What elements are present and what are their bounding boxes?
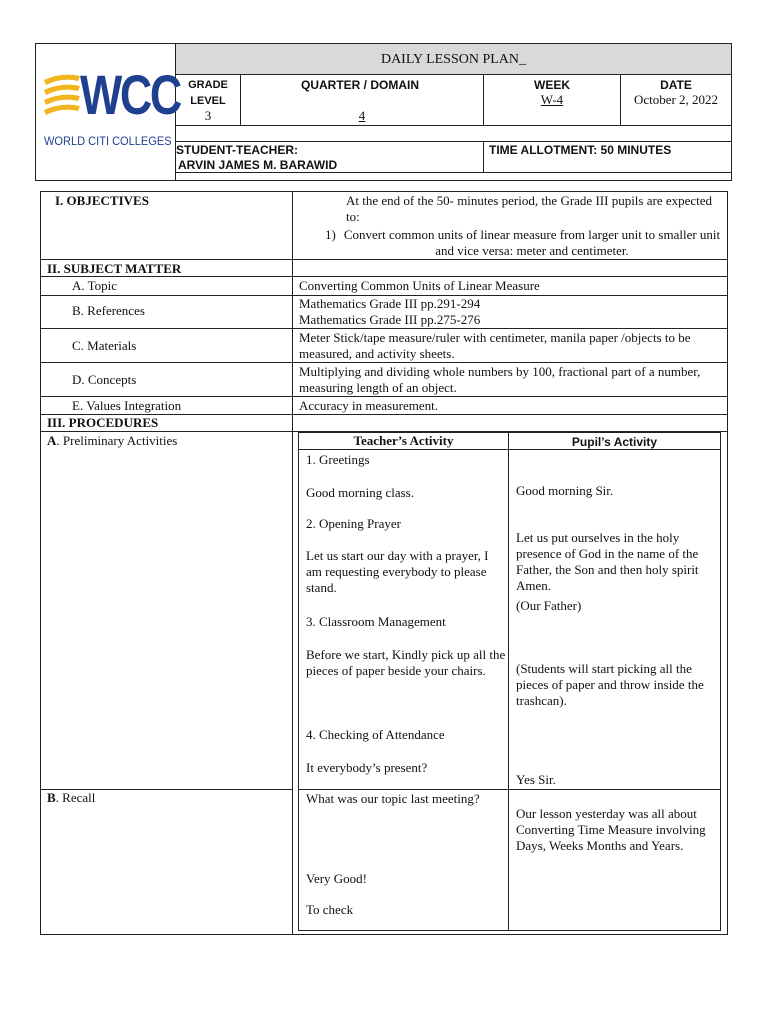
quarter-value: 4 (358, 108, 366, 123)
recall-label: B. Recall (47, 790, 96, 805)
procedures-label: III. PROCEDURES (47, 415, 159, 430)
topic-label: A. Topic (72, 278, 118, 293)
management-text: Before we start, Kindly pick up all the pieces of paper beside your chairs. (306, 647, 506, 678)
logo-abbrev: WCC (80, 63, 180, 126)
student-teacher-label: STUDENT-TEACHER: (176, 143, 298, 157)
prayer-reply: Let us put ourselves in the holy presence of God in the name of the Father, the Son and then holy spirit Amen. (516, 530, 699, 593)
prayer-note: (Our Father) (516, 598, 582, 613)
greeting-reply: Good morning Sir. (516, 483, 614, 498)
pupil-activity-header: Pupil’s Activity (571, 435, 658, 449)
student-teacher-name: ARVIN JAMES M. BARAWID (178, 158, 338, 172)
values-integration-value: Accuracy in measurement. (299, 398, 438, 413)
recall-question: What was our topic last meeting? (306, 791, 480, 806)
attendance-title: 4. Checking of Attendance (306, 727, 445, 742)
objectives-item: Convert common units of linear measure from larger unit to smaller unit and vice versa: meter and centimeter. (343, 227, 721, 258)
materials-value: Meter Stick/tape measure/ruler with centimeter, manila paper /objects to be measured, and activity sheets. (299, 330, 691, 361)
time-allotment: TIME ALLOTMENT: 50 MINUTES (489, 143, 672, 157)
grade-level-label: GRADE LEVEL (188, 79, 228, 107)
objectives-intro: At the end of the 50- minutes period, the Grade III pupils are expected to: (346, 193, 713, 224)
attendance-text: It everybody’s present? (306, 760, 428, 775)
values-integration-label: E. Values Integration (72, 398, 182, 413)
greetings-title: 1. Greetings (306, 452, 370, 467)
preliminary-label: A. Preliminary Activities (47, 433, 178, 448)
recall-praise: Very Good! (306, 871, 368, 886)
date-label: DATE (660, 78, 692, 92)
objectives-label: I. OBJECTIVES (55, 193, 149, 208)
references-value-2: Mathematics Grade III pp.275-276 (299, 312, 481, 327)
week-label: WEEK (534, 78, 570, 92)
teacher-activity-header: Teacher’s Activity (353, 433, 454, 448)
prayer-title: 2. Opening Prayer (306, 516, 401, 531)
recall-answer: Our lesson yesterday was all about Converting Time Measure involving Days, Weeks Months and Years. (516, 806, 706, 853)
materials-label: C. Materials (72, 338, 137, 353)
management-title: 3. Classroom Management (306, 614, 446, 629)
concepts-value: Multiplying and dividing whole numbers by 100, fractional part of a number, measuring length of an object. (299, 364, 701, 395)
attendance-reply: Yes Sir. (516, 772, 556, 787)
concepts-label: D. Concepts (72, 372, 137, 387)
objectives-item-number: 1) (325, 227, 336, 242)
prayer-text: Let us start our day with a prayer, I am requesting everybody to please stand. (306, 548, 489, 595)
logo-wings-icon (42, 72, 82, 122)
subject-matter-label: II. SUBJECT MATTER (47, 261, 182, 276)
page-title: DAILY LESSON PLAN_ (380, 52, 527, 67)
grade-level-value: 3 (204, 108, 212, 123)
references-label: B. References (72, 303, 145, 318)
references-value-1: Mathematics Grade III pp.291-294 (299, 296, 481, 311)
greetings-text: Good morning class. (306, 485, 414, 500)
topic-value: Converting Common Units of Linear Measure (299, 278, 540, 293)
management-reply: (Students will start picking all the pieces of paper and throw inside the trashcan). (516, 661, 704, 708)
week-value: W-4 (540, 92, 564, 107)
logo-school-name: WORLD CITI COLLEGES (44, 134, 172, 148)
date-value: October 2, 2022 (633, 92, 719, 107)
recall-check: To check (306, 902, 354, 917)
quarter-label: QUARTER / DOMAIN (301, 78, 419, 92)
